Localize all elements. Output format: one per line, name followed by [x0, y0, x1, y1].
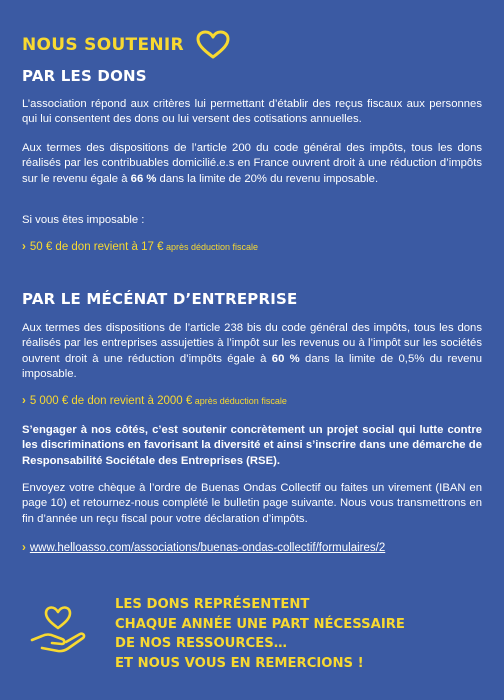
mecenat-highlight-note: après déduction fiscale [192, 396, 287, 406]
dons-highlight-main: 50 € de don revient à 17 € [29, 241, 164, 253]
dons-paragraph-1: L’association répond aux critères lui permettant d’établir des reçus fiscaux aux personnes qui lui consentent des dons ou lui versent des cotisations annuelles. [22, 98, 482, 126]
helloasso-link[interactable]: www.helloasso.com/associations/buenas-ondas-collectif/formulaires/2 [29, 542, 386, 554]
dons-highlight-note: après déduction fiscale [163, 242, 259, 252]
dons-rate: 66 % [130, 172, 157, 185]
footer-line-4: ET NOUS VOUS EN REMERCIONS ! [115, 655, 364, 671]
mecenat-highlight-main: 5 000 € de don revient à 2000 € [29, 395, 193, 407]
mecenat-paragraph-1-text: Aux termes des dispositions de l’article 238 bis du code général des impôts, tous les dons réalisés par les entreprises assujetties à l’impôt sur les revenus ou à l’impôt sur les sociétés ouvrent droit à une réduction d’impôts égale à [22, 322, 482, 365]
chevron-right-icon: › [22, 241, 26, 253]
section-heading-dons: PAR LES DONS [22, 67, 147, 85]
dons-highlight [22, 241, 258, 253]
chevron-right-icon: › [22, 395, 26, 407]
mecenat-rate: 60 % [271, 352, 300, 365]
mecenat-commitment-paragraph: S’engager à nos côtés, c’est soutenir concrètement un projet social qui lutte contre les discriminations en favorisant la diversité et ainsi s’inscrire dans une démarche de Responsabilité Sociétale des Entreprises (RSE). [22, 424, 482, 467]
footer-message [115, 595, 405, 673]
mecenat-paragraph-1-end: dans la limite de 0,5% du revenu imposable. [22, 352, 483, 381]
helloasso-link-row [22, 542, 385, 554]
chevron-right-icon: › [22, 542, 26, 554]
cheque-paragraph: Envoyez votre chèque à l’ordre de Buenas Ondas Collectif ou faites un virement (IBAN en page 10) et retournez-nous complété le bulletin page suivante. Nous vous transmettrons en fin d’année un reçu fiscal pour votre déclaration d’impôts. [22, 482, 482, 525]
mecenat-paragraph-1 [22, 321, 482, 383]
dons-paragraph-2-end: dans la limite de 20% du revenu imposable. [156, 172, 379, 185]
mecenat-highlight [22, 395, 287, 407]
page-title: NOUS SOUTENIR [22, 35, 184, 55]
title-row [22, 30, 230, 60]
footer-line-1: LES DONS REPRÉSENTENT [115, 597, 310, 612]
hand-holding-heart-icon [28, 600, 88, 656]
heart-outline-icon [196, 30, 230, 60]
dons-paragraph-3: Si vous êtes imposable : [22, 214, 145, 226]
dons-paragraph-2-text: Aux termes des dispositions de l’article 200 du code général des impôts, tous les dons réalisés par les contribuables domicilié.e.s en France ouvrent droit à une réduction d’impôts sur le revenu égale à [22, 142, 482, 185]
dons-paragraph-2 [22, 141, 482, 187]
footer-line-2: CHAQUE ANNÉE UNE PART NÉCESSAIRE [115, 616, 405, 632]
footer-line-3: DE NOS RESSOURCES… [115, 636, 287, 651]
section-heading-mecenat: PAR LE MÉCÉNAT D’ENTREPRISE [22, 290, 298, 308]
